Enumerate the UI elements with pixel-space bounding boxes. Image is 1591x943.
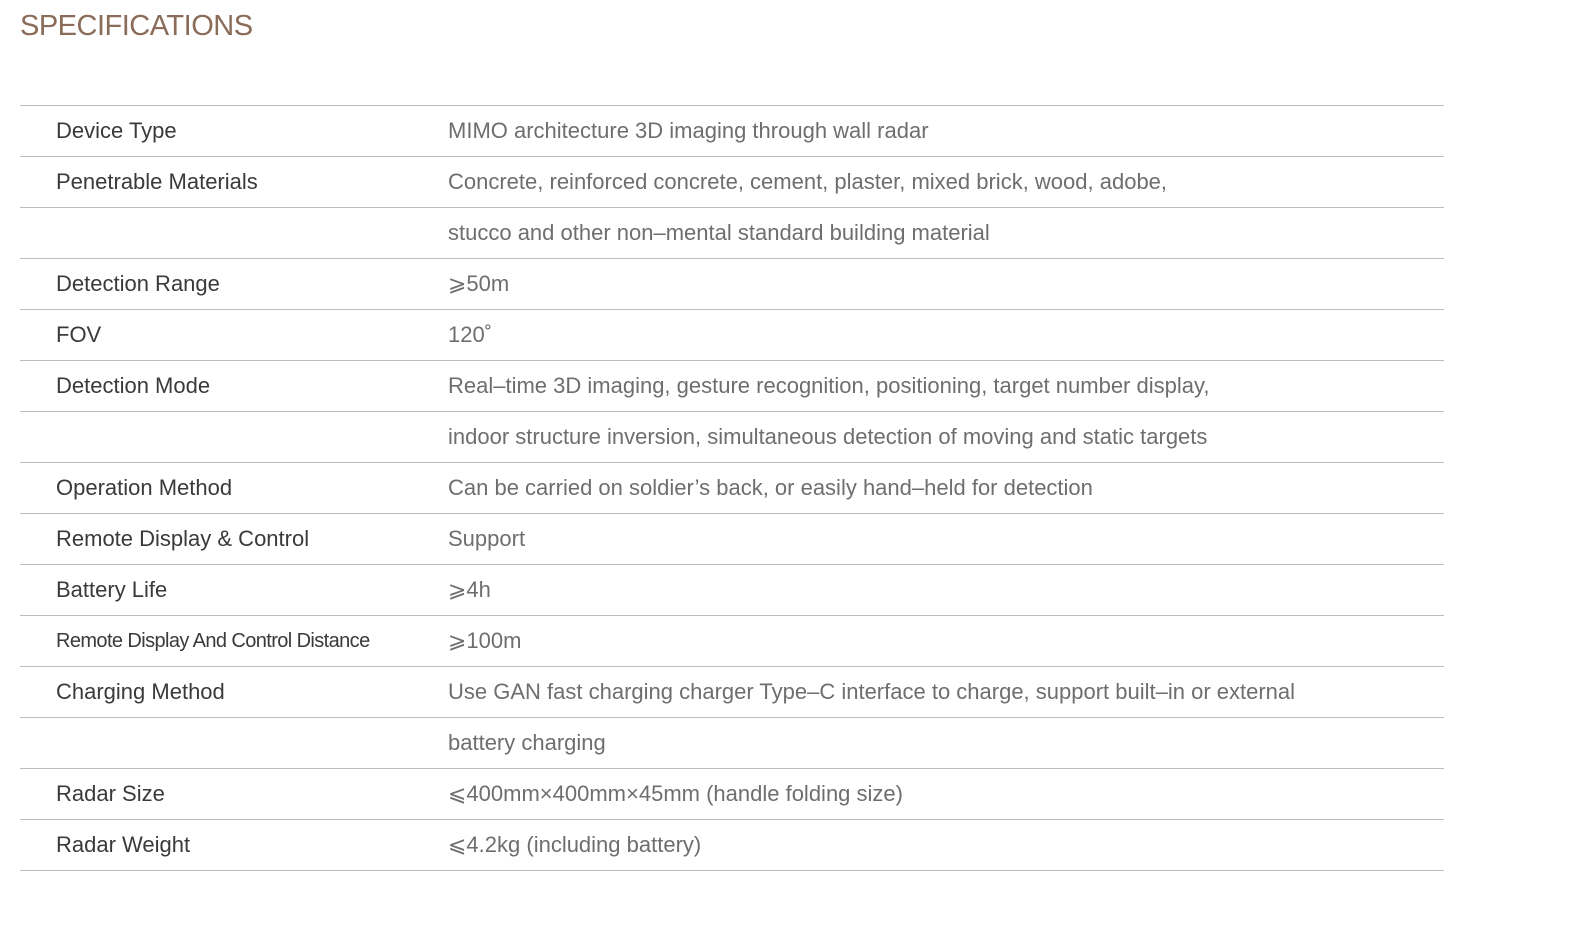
spec-value-radar-size: ⩽400mm×400mm×45mm (handle folding size) <box>448 781 903 806</box>
spec-label-penetrable-materials: Penetrable Materials <box>56 169 258 194</box>
table-row <box>20 514 1444 565</box>
spec-label-fov: FOV <box>56 322 102 347</box>
table-row <box>20 463 1444 514</box>
spec-label-detection-mode: Detection Mode <box>56 373 211 398</box>
spec-label-remote-control-distance: Remote Display And Control Distance <box>56 629 370 652</box>
spec-label-charging-method: Charging Method <box>56 679 225 704</box>
spec-value-charging-method: Use GAN fast charging charger Type–C interface to charge, support built–in or external <box>448 679 1296 704</box>
table-row <box>20 259 1444 310</box>
spec-value-operation-method: Can be carried on soldier’s back, or easily hand–held for detection <box>448 475 1093 500</box>
table-row <box>20 718 1444 769</box>
table-row <box>20 106 1444 157</box>
table-row <box>20 157 1444 208</box>
spec-label-battery-life: Battery Life <box>56 577 168 602</box>
table-row <box>20 361 1444 412</box>
spec-value-remote-display-control: Support <box>448 526 526 551</box>
spec-value-detection-range: ⩾50m <box>448 271 510 296</box>
table-row <box>20 208 1444 259</box>
spec-value-penetrable-materials-continued: stucco and other non–mental standard building material <box>448 220 990 245</box>
table-row <box>20 667 1444 718</box>
spec-label-detection-range: Detection Range <box>56 271 220 296</box>
table-row <box>20 769 1444 820</box>
spec-label-radar-size: Radar Size <box>56 781 165 806</box>
spec-value-radar-weight: ⩽4.2kg (including battery) <box>448 832 702 857</box>
page-title: SPECIFICATIONS <box>20 10 253 42</box>
spec-value-detection-mode-continued: indoor structure inversion, simultaneous detection of moving and static targets <box>448 424 1208 449</box>
spec-value-charging-method-continued: battery charging <box>448 730 606 755</box>
spec-label-remote-display-control: Remote Display & Control <box>56 526 310 551</box>
table-row <box>20 310 1444 361</box>
table-row <box>20 412 1444 463</box>
spec-value-detection-mode: Real–time 3D imaging, gesture recognition, positioning, target number display, <box>448 373 1210 398</box>
spec-value-battery-life: ⩾4h <box>448 577 491 602</box>
spec-label-radar-weight: Radar Weight <box>56 832 191 857</box>
specifications-table <box>20 105 1444 871</box>
spec-value-fov: 120˚ <box>448 322 493 347</box>
spec-label-operation-method: Operation Method <box>56 475 233 500</box>
spec-value-device-type: MIMO architecture 3D imaging through wall radar <box>448 118 929 143</box>
spec-value-remote-control-distance: ⩾100m <box>448 628 522 653</box>
spec-value-penetrable-materials: Concrete, reinforced concrete, cement, plaster, mixed brick, wood, adobe, <box>448 169 1168 194</box>
table-row <box>20 565 1444 616</box>
spec-label-device-type: Device Type <box>56 118 177 143</box>
table-row <box>20 820 1444 871</box>
table-row <box>20 616 1444 667</box>
